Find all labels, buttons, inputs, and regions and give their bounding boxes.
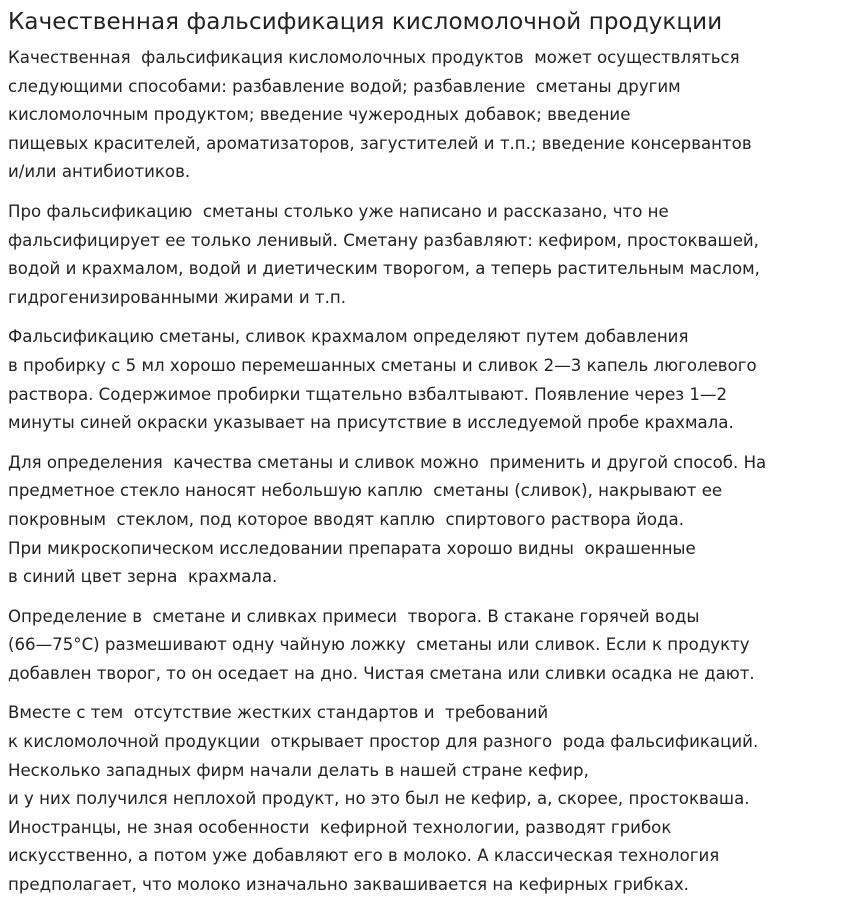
paragraph: [8, 449, 839, 592]
paragraph-line: Фальсификацию сметаны, сливок крахмалом определяют путем добавления: [8, 327, 689, 347]
paragraph-line: Про фальсификацию сметаны столько уже написано и рассказано, что не: [8, 201, 669, 221]
paragraph-line: в синий цвет зерна крахмала.: [8, 567, 278, 587]
paragraph-line: фальсифицирует ее только ленивый. Сметану разбавляют: кефиром, простоквашей,: [8, 230, 759, 250]
paragraph-line: гидрогенизированными жирами и т.п.: [8, 287, 346, 307]
paragraph-line: и у них получился неплохой продукт, но это был не кефир, а, скорее, простокваша.: [8, 789, 750, 809]
paragraph-line: к кисломолочной продукции открывает простор для разного рода фальсификаций.: [8, 732, 759, 752]
paragraph-line: Вместе с тем отсутствие жестких стандартов и требований: [8, 703, 549, 723]
paragraph-line: предполагает, что молоко изначально заквашивается на кефирных грибках.: [8, 875, 689, 895]
paragraph-line: добавлен творог, то он оседает на дно. Чистая сметана или сливки осадка не дают.: [8, 663, 755, 683]
paragraph-line: Определение в сметане и сливках примеси творога. В стакане горячей воды: [8, 606, 700, 626]
paragraph-line: Для определения качества сметаны и сливок можно применить и другой способ. На: [8, 452, 767, 472]
paragraph: [8, 323, 839, 437]
paragraph-line: (66—75°С) размешивают одну чайную ложку сметаны или сливок. Если к продукту: [8, 635, 750, 655]
paragraph: [8, 198, 839, 312]
paragraph-line: кисломолочным продуктом; введение чужеродных добавок; введение: [8, 105, 631, 125]
paragraph-line: покровным стеклом, под которое вводят каплю спиртового раствора йода.: [8, 509, 684, 529]
paragraph-line: Несколько западных фирм начали делать в нашей стране кефир,: [8, 760, 589, 780]
paragraph-line: Иностранцы, не зная особенности кефирной технологии, разводят грибок: [8, 817, 672, 837]
paragraph-line: предметное стекло наносят небольшую каплю сметаны (сливок), накрывают ее: [8, 481, 723, 501]
paragraph-line: в пробирку с 5 мл хорошо перемешанных сметаны и сливок 2—3 капель люголевого: [8, 355, 757, 375]
paragraph-line: и/или антибиотиков.: [8, 162, 191, 182]
article-body: [8, 44, 839, 900]
paragraph: [8, 699, 839, 899]
paragraph-line: пищевых красителей, ароматизаторов, загустителей и т.п.; введение консервантов: [8, 133, 752, 153]
paragraph-line: следующими способами: разбавление водой; разбавление сметаны другим: [8, 76, 681, 96]
paragraph-line: минуты синей окраски указывает на присутствие в исследуемой пробе крахмала.: [8, 413, 734, 433]
paragraph: [8, 44, 839, 187]
paragraph-line: водой и крахмалом, водой и диетическим творогом, а теперь растительным маслом,: [8, 259, 760, 279]
paragraph: [8, 603, 839, 689]
paragraph-line: раствора. Содержимое пробирки тщательно взбалтывают. Появление через 1—2: [8, 384, 728, 404]
article-title: Качественная фальсификация кисломолочной продукции: [8, 9, 723, 35]
paragraph-line: искусственно, а потом уже добавляют его в молоко. А классическая технология: [8, 846, 720, 866]
paragraph-line: Качественная фальсификация кисломолочных продуктов может осуществляться: [8, 48, 740, 67]
paragraph-line: При микроскопическом исследовании препарата хорошо видны окрашенные: [8, 538, 696, 558]
